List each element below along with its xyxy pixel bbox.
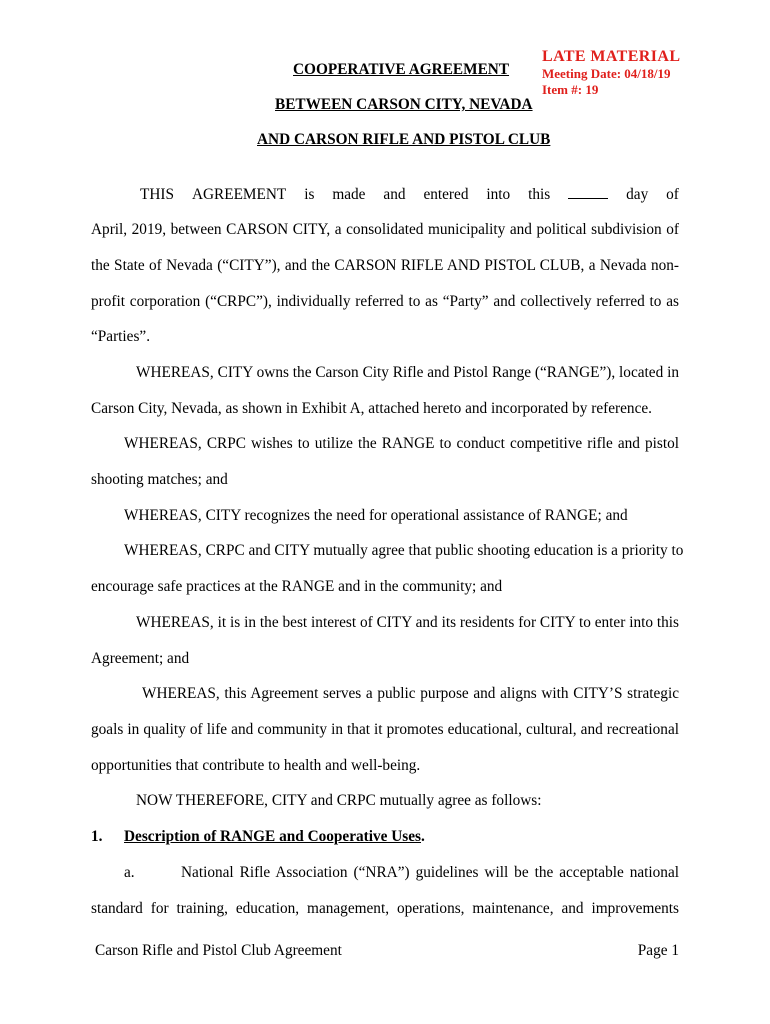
whereas-2-line-1: WHEREAS, CRPC wishes to utilize the RANGE to conduct competitive rifle and pistol: [124, 435, 679, 452]
intro-word: of: [666, 186, 679, 203]
whereas-6-line-3: opportunities that contribute to health and well-being.: [91, 757, 421, 774]
stamp-meeting-date: Meeting Date: 04/18/19: [542, 66, 671, 81]
intro-word: is: [304, 186, 315, 203]
whereas-4-line-2: encourage safe practices at the RANGE and in the community; and: [91, 578, 503, 595]
doc-title-line3: AND CARSON RIFLE AND PISTOL CLUB: [257, 131, 551, 148]
doc-title-line2: BETWEEN CARSON CITY, NEVADA: [275, 96, 533, 113]
stamp-item: Item #: 19: [542, 82, 599, 97]
whereas-1-line-1: WHEREAS, CITY owns the Carson City Rifle and Pistol Range (“RANGE”), located in: [136, 364, 679, 381]
intro-word: this: [528, 186, 551, 203]
whereas-6-line-1: WHEREAS, this Agreement serves a public purpose and aligns with CITY’S strategic: [142, 685, 679, 702]
intro-line-2: April, 2019, between CARSON CITY, a consolidated municipality and political subdivision of: [91, 221, 679, 238]
clause-a-line-2: standard for training, education, management, operations, maintenance, and improvements: [91, 900, 679, 917]
intro-word: THIS: [140, 186, 174, 203]
intro-word: entered: [423, 186, 469, 203]
intro-word: made: [332, 186, 366, 203]
whereas-5-line-2: Agreement; and: [91, 650, 190, 667]
now-therefore-line: NOW THEREFORE, CITY and CRPC mutually agree as follows:: [136, 792, 542, 809]
whereas-3-line-1: WHEREAS, CITY recognizes the need for operational assistance of RANGE; and: [124, 507, 628, 524]
intro-word: into: [486, 186, 511, 203]
intro-line-1: [140, 186, 679, 204]
clause-a-label: a.: [124, 864, 135, 881]
section-1-title: Description of RANGE and Cooperative Uses: [124, 828, 421, 845]
whereas-2-line-2: shooting matches; and: [91, 471, 228, 488]
late-material-stamp: [542, 48, 680, 98]
whereas-5-line-1: WHEREAS, it is in the best interest of CITY and its residents for CITY to enter into this: [136, 614, 679, 631]
whereas-6-line-2: goals in quality of life and community in that it promotes educational, cultural, and recreational: [91, 721, 679, 738]
stamp-title: LATE MATERIAL: [542, 48, 681, 65]
page-number: Page 1: [637, 942, 679, 959]
footer-title: Carson Rifle and Pistol Club Agreement: [95, 942, 342, 959]
intro-line-4: profit corporation (“CRPC”), individually referred to as “Party” and collectively referred to as: [91, 293, 679, 310]
section-1-number: 1.: [91, 828, 103, 845]
section-1-period: .: [421, 828, 425, 845]
whereas-1-line-2: Carson City, Nevada, as shown in Exhibit A, attached hereto and incorporated by reference.: [91, 400, 652, 417]
page-footer: [95, 942, 679, 960]
intro-word: and: [383, 186, 406, 203]
intro-line-3: the State of Nevada (“CITY”), and the CARSON RIFLE AND PISTOL CLUB, a Nevada non-: [91, 257, 679, 274]
section-1-heading: [91, 828, 679, 846]
intro-word: AGREEMENT: [191, 186, 287, 203]
doc-title-line1: COOPERATIVE AGREEMENT: [293, 61, 510, 78]
clause-a-text: National Rifle Association (“NRA”) guidelines will be the acceptable national: [181, 864, 679, 881]
whereas-4-line-1: WHEREAS, CRPC and CITY mutually agree that public shooting education is a priority to: [124, 542, 684, 559]
clause-a-line-1: [124, 864, 679, 882]
date-blank: [568, 186, 608, 199]
intro-line-5: “Parties”.: [91, 328, 151, 345]
intro-word: day: [626, 186, 649, 203]
